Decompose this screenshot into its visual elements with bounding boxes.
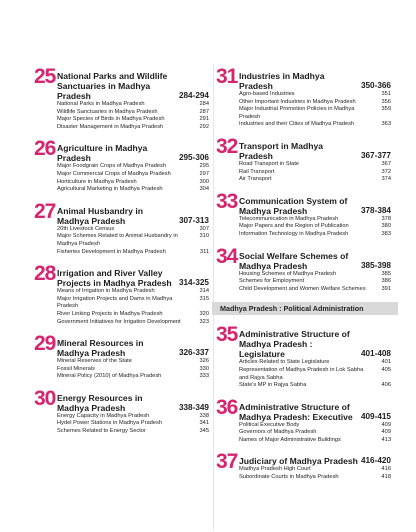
chapter-page-range: 385-398: [360, 260, 391, 270]
topic-row[interactable]: [239, 466, 391, 474]
topic-title: Schemes for Employment: [239, 278, 305, 285]
topic-page: 304: [199, 186, 209, 193]
topic-page: 320: [199, 310, 209, 317]
section-banner: Madhya Pradesh : Political Administration: [212, 302, 398, 315]
topic-page: 287: [199, 108, 209, 115]
topic-page: 307: [199, 225, 209, 232]
chapter-37[interactable]: [216, 450, 391, 481]
topic-title: Hydel Power Stations in Madhya Pradesh: [57, 420, 162, 427]
chapter-number: 27: [34, 199, 56, 223]
topic-page: 341: [199, 420, 209, 427]
topic-row[interactable]: [239, 223, 391, 231]
chapter-29[interactable]: [34, 332, 209, 381]
toc-left-column: [34, 65, 209, 445]
chapter-33[interactable]: [216, 189, 391, 239]
topic-title: Wildlife Sanctuaries in Madhya Pradesh: [57, 108, 158, 115]
topic-page: 310: [199, 233, 209, 240]
topic-title: Government Initiatives for Irrigation Development: [57, 318, 181, 325]
topic-row[interactable]: [239, 278, 391, 286]
topic-page: 300: [199, 178, 209, 185]
chapter-title: Social Welfare Schemes of Madhya Pradesh: [239, 250, 349, 271]
topic-row[interactable]: [57, 116, 209, 124]
topic-title: Representation of Madhya Pradesh in Lok Sabha and Rajya Sabha: [239, 366, 364, 381]
chapter-page-range: 350-366: [360, 81, 391, 90]
topic-page: 385: [381, 270, 391, 277]
topic-title: Fossil Minerals: [57, 365, 95, 372]
topic-page: 418: [381, 474, 391, 481]
topic-page: 380: [381, 223, 391, 230]
chapter-page-range: 367-377: [360, 150, 391, 160]
topic-page: 401: [381, 359, 391, 366]
chapter-number: 26: [34, 137, 56, 161]
topic-page: 363: [381, 121, 391, 128]
chapter-title: Agriculture in Madhya Pradesh: [57, 143, 148, 164]
topic-row[interactable]: [57, 428, 209, 436]
chapter-title: Industries in Madhya Pradesh: [239, 71, 325, 91]
topic-title: Horticulture in Madhya Pradesh: [57, 178, 137, 185]
chapter-30[interactable]: [34, 386, 209, 436]
chapter-page-range: 284-294: [178, 91, 209, 100]
topic-row[interactable]: [239, 359, 391, 367]
chapter-number: 30: [34, 386, 56, 410]
topic-title: Political Executive Body: [239, 421, 300, 428]
chapter-page-range: 326-337: [178, 348, 209, 358]
chapter-title: Energy Resources in Madhya Pradesh: [57, 392, 143, 413]
chapter-number: 32: [216, 134, 238, 158]
topic-title: Information Technology in Madhya Pradesh: [239, 230, 349, 237]
topic-row[interactable]: [239, 99, 391, 107]
topic-row[interactable]: [57, 233, 209, 248]
chapter-28[interactable]: [34, 262, 209, 326]
topic-page: 284: [199, 101, 209, 107]
topic-title: Mineral Policy (2010) of Madhya Pradesh: [57, 373, 162, 380]
chapter-number: 31: [216, 65, 238, 88]
topic-row[interactable]: [239, 161, 391, 169]
topic-page: 386: [381, 278, 391, 285]
topic-row[interactable]: [239, 367, 391, 382]
topic-title: Major Commercial Crops of Madhya Pradesh: [57, 170, 171, 177]
topic-page: 391: [381, 285, 391, 292]
chapter-31[interactable]: [216, 65, 391, 129]
topic-row[interactable]: [239, 231, 391, 239]
topic-page: 351: [381, 91, 391, 97]
chapter-26[interactable]: [34, 137, 209, 193]
topic-row[interactable]: [57, 101, 209, 109]
topic-row[interactable]: [239, 106, 391, 121]
topic-title: Major Irrigation Projects and Dams in Madhya Pradesh: [57, 295, 173, 310]
chapter-page-range: 307-313: [178, 215, 209, 225]
chapter-number: 29: [34, 332, 56, 356]
topic-page: 323: [199, 318, 209, 325]
topic-title: Other Important Industries in Madhya Pradesh: [239, 98, 356, 105]
topic-page: 378: [381, 215, 391, 222]
chapter-page-range: 295-306: [178, 153, 209, 163]
topic-page: 291: [199, 116, 209, 123]
chapter-number: 37: [216, 450, 238, 474]
topic-title: Agricultural Marketing in Madhya Pradesh: [57, 186, 163, 193]
topic-title: Road Transport in State: [239, 160, 300, 167]
topic-row[interactable]: [57, 296, 209, 311]
chapter-number: 28: [34, 262, 56, 286]
topic-title: Articles Related to State Legislature: [239, 359, 330, 366]
topic-row[interactable]: [57, 124, 209, 132]
topic-title: Agro-based Industries: [239, 91, 295, 97]
topic-title: Major Foodgrain Crops of Madhya Pradesh: [57, 163, 167, 170]
topic-page: 359: [381, 106, 391, 113]
topic-page: 345: [199, 428, 209, 435]
topic-page: 405: [381, 366, 391, 373]
topic-page: 295: [199, 163, 209, 170]
chapter-35[interactable]: [216, 323, 391, 389]
chapter-title: Administrative Structure of Madhya Pradesh : Legislature: [239, 329, 350, 360]
topic-row[interactable]: [57, 171, 209, 179]
topic-title: Energy Capacity in Madhya Pradesh: [57, 412, 150, 419]
topic-title: Child Development and Women Welfare Schemes: [239, 285, 366, 292]
topic-row[interactable]: [239, 286, 391, 294]
topic-page: 292: [199, 123, 209, 130]
topic-row[interactable]: [57, 288, 209, 296]
topic-title: Disaster Management in Madhya Pradesh: [57, 123, 164, 130]
topic-title: Rail Transport: [239, 168, 275, 175]
topic-title: State's MP in Rajya Sabha: [239, 382, 307, 389]
topic-row[interactable]: [57, 163, 209, 171]
topic-title: Housing Schemes of Madhya Pradesh: [239, 270, 337, 277]
topic-row[interactable]: [239, 474, 391, 482]
topic-row[interactable]: [57, 413, 209, 421]
chapter-32[interactable]: [216, 134, 391, 184]
toc-right-column: [216, 65, 391, 491]
topic-row[interactable]: [57, 373, 209, 381]
topic-row[interactable]: [239, 271, 391, 279]
topic-row[interactable]: [57, 226, 209, 234]
topic-page: 314: [199, 288, 209, 295]
chapter-number: 35: [216, 323, 238, 347]
topic-title: Schemes Related to Energy Sector: [57, 428, 146, 435]
topic-title: Mineral Reserves of the State: [57, 358, 132, 365]
topic-page: 338: [199, 412, 209, 419]
chapter-page-range: 338-349: [178, 402, 209, 412]
chapter-title: Judiciary of Madhya Pradesh: [239, 456, 358, 467]
topic-title: Fisheries Development in Madhya Pradesh: [57, 248, 166, 255]
chapter-number: 36: [216, 395, 238, 419]
topic-title: Means of Irrigation in Madhya Pradesh: [57, 288, 155, 295]
topic-page: 367: [381, 160, 391, 167]
topic-page: 372: [381, 168, 391, 175]
topic-title: Major Industrial Promotion Policies in Madhya Pradesh: [239, 106, 355, 120]
topic-row[interactable]: [239, 437, 391, 445]
topic-title: Major Papers and the Region of Publication: [239, 223, 349, 230]
topic-title: Industries and their Cities of Madhya Pradesh: [239, 121, 355, 128]
topic-row[interactable]: [239, 216, 391, 224]
topic-row[interactable]: [239, 422, 391, 430]
chapter-title: Transport in Madhya Pradesh: [239, 140, 324, 161]
topic-page: 383: [381, 230, 391, 237]
chapter-page-range: 314-325: [178, 278, 209, 288]
topic-page: 406: [381, 382, 391, 389]
topic-title: Governors of Madhya Pradesh: [239, 429, 317, 436]
topic-page: 409: [381, 429, 391, 436]
topic-title: National Parks in Madhya Pradesh: [57, 101, 145, 107]
chapter-title: Irrigation and River Valley Projects in Madhya Pradesh: [57, 268, 172, 289]
chapter-title: Animal Husbandry in Madhya Pradesh: [57, 205, 143, 226]
topic-row[interactable]: [239, 429, 391, 437]
chapter-34[interactable]: [216, 244, 391, 294]
topic-row[interactable]: [57, 186, 209, 194]
chapter-page-range: 409-415: [360, 411, 391, 421]
topic-title: Major Species of Birds in Madhya Pradesh: [57, 116, 165, 123]
topic-row[interactable]: [57, 366, 209, 374]
topic-page: 409: [381, 421, 391, 428]
topic-row[interactable]: [239, 176, 391, 184]
chapter-page-range: 378-384: [360, 205, 391, 215]
topic-row[interactable]: [239, 169, 391, 177]
chapter-25[interactable]: [34, 65, 209, 131]
topic-row[interactable]: [57, 319, 209, 327]
topic-page: 297: [199, 170, 209, 177]
topic-row[interactable]: [57, 249, 209, 257]
chapter-title: Mineral Resources in Madhya Pradesh: [57, 338, 144, 359]
topic-title: 20th Livestock Census: [57, 225, 115, 232]
topic-title: Air Transport: [239, 176, 272, 183]
topic-page: 356: [381, 98, 391, 105]
topic-page: 315: [199, 295, 209, 302]
topic-page: 416: [381, 466, 391, 473]
topic-page: 333: [199, 373, 209, 380]
topic-title: Names of Major Administrative Buildings: [239, 436, 341, 443]
topic-page: 413: [381, 436, 391, 443]
topic-title: River Linking Projects in Madhya Pradesh: [57, 310, 163, 317]
chapter-number: 25: [34, 65, 56, 88]
topic-title: Subordinate Courts in Madhya Pradesh: [239, 474, 339, 481]
topic-row[interactable]: [239, 121, 391, 129]
topic-row[interactable]: [239, 91, 391, 99]
chapter-page-range: 416-420: [360, 456, 391, 466]
topic-title: Madhya Pradesh High Court: [239, 466, 311, 473]
chapter-title: National Parks and Wildlife Sanctuaries in Madhya Pradesh: [57, 71, 168, 101]
topic-row[interactable]: [239, 382, 391, 390]
chapter-title: Communication System of Madhya Pradesh: [239, 195, 348, 216]
topic-row[interactable]: [57, 109, 209, 117]
chapter-number: 34: [216, 244, 238, 268]
topic-row[interactable]: [57, 358, 209, 366]
topic-page: 330: [199, 365, 209, 372]
chapter-number: 33: [216, 189, 238, 213]
topic-page: 311: [199, 248, 209, 255]
topic-page: 374: [381, 176, 391, 183]
topic-page: 326: [199, 358, 209, 365]
topic-title: Telecommunication in Madhya Pradesh: [239, 215, 339, 222]
topic-title: Major Schemes Related to Animal Husbandry in Madhya Pradesh: [57, 233, 178, 247]
chapter-27[interactable]: [34, 199, 209, 256]
topic-row[interactable]: [57, 179, 209, 187]
topic-row[interactable]: [57, 311, 209, 319]
chapter-title: Administrative Structure of Madhya Pradesh: Executive: [239, 401, 353, 422]
topic-row[interactable]: [57, 420, 209, 428]
chapter-36[interactable]: [216, 395, 391, 445]
chapter-page-range: 401-408: [360, 349, 391, 359]
column-divider: [213, 64, 214, 530]
